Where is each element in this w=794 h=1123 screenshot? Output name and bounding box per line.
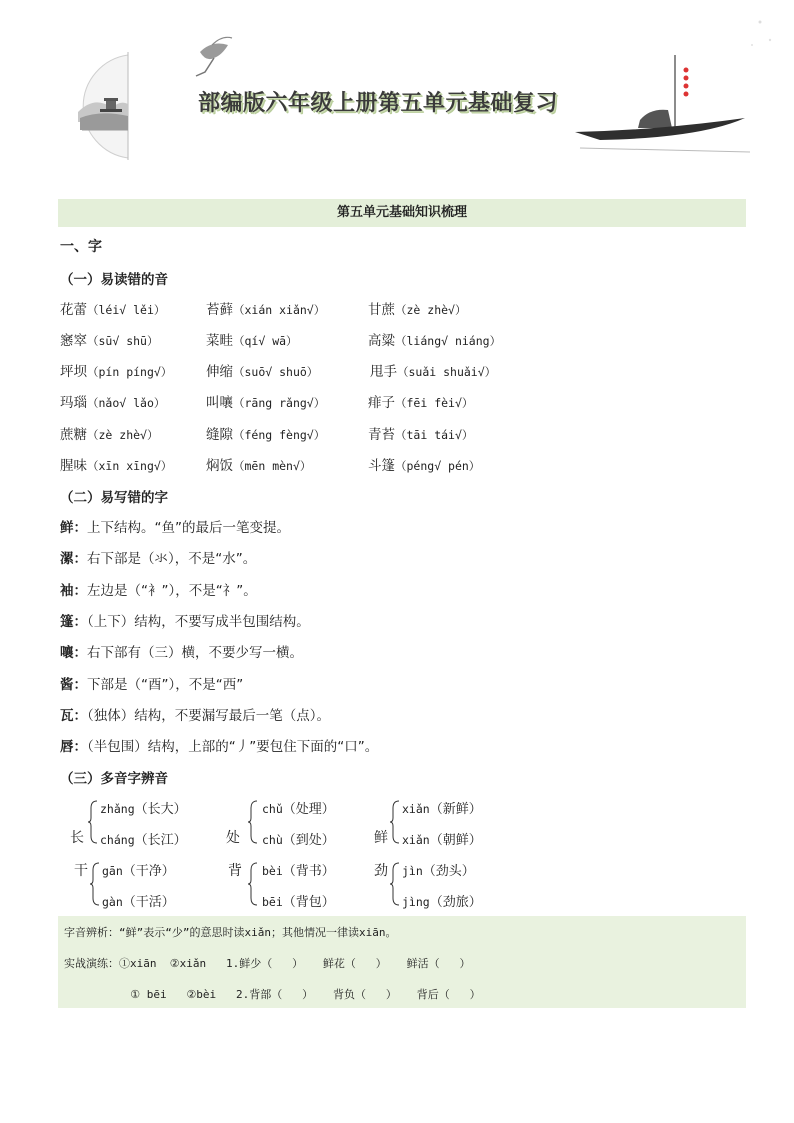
writing-item: 鲜：上下结构。“鱼”的最后一笔变提。 [60,520,290,536]
pronunciation-item: 斗篷（péng√ pén） [368,458,481,474]
pronunciation-row [0,391,794,411]
brace-icon [88,800,98,844]
polyphonic-group [74,858,224,908]
writing-item: 嚷：右下部有（三）横，不要少写一横。 [60,645,303,661]
brace-icon [90,862,100,906]
page-header [0,0,794,170]
polyphonic-group [374,796,524,846]
pronunciation-notes-box [58,916,746,1008]
pronunciation-item: 蔗糖（zè zhè√） [60,427,159,443]
note-practice-2: ① bēi ②bèi 2.背部（ ） 背负（ ） 背后（ ） [64,988,481,1001]
page-title: 部编版六年级上册第五单元基础复习 [198,91,559,116]
subheading-writing: （二）易写错的字 [60,490,168,506]
polyphonic-group [70,796,220,846]
pronunciation-item: 叫嚷（rāng rǎng√） [206,395,326,411]
pronunciation-row [0,329,794,349]
writing-item: 瓦：（独体）结构，不要漏写最后一笔（点）。 [60,708,330,724]
pavilion-landscape-image [78,52,128,160]
writing-item: 篷：（上下）结构，不要写成半包围结构。 [60,614,310,630]
polyphonic-group [374,858,524,908]
pronunciation-item: 高粱（liáng√ niáng） [368,333,502,349]
polyphonic-reading: gān（干净） [102,864,175,879]
subheading-pronunciation: （一）易读错的音 [60,272,168,288]
pronunciation-item: 腥味（xīn xīng√） [60,458,173,474]
writing-item: 袖：左边是（“衤”），不是“礻”。 [60,583,257,599]
pronunciation-row [0,298,794,318]
polyphonic-reading: bèi（背书） [262,864,335,879]
brace-icon [248,800,258,844]
note-analysis: 字音辨析：“鲜”表示“少”的意思时读xiǎn；其他情况一律读xiān。 [64,926,397,939]
polyphonic-char: 干 [74,863,88,879]
header-decoration [0,0,794,170]
polyphonic-char: 处 [226,830,240,846]
polyphonic-reading: chǔ（处理） [262,802,335,817]
brace-icon [390,862,400,906]
pronunciation-item: 缝隙（féng fèng√） [206,427,326,443]
writing-item: 酱：下部是（“酉”），不是“西” [60,677,244,693]
brace-icon [390,800,400,844]
pronunciation-row [0,423,794,443]
pronunciation-item: 甩手（suǎi shuǎi√） [370,364,497,380]
pronunciation-item: 玛瑙（nǎo√ lǎo） [60,395,166,411]
pronunciation-item: 焖饭（mēn mèn√） [206,458,312,474]
pronunciation-item: 甘蔗（zè zhè√） [368,302,467,318]
pronunciation-item: 青苔（tāi tái√） [368,427,474,443]
polyphonic-group [228,858,378,908]
polyphonic-reading: jìn（劲头） [402,864,475,879]
pronunciation-item: 坪坝（pín píng√） [60,364,173,380]
writing-item: 漯：右下部是（氺），不是“水”。 [60,551,257,567]
pronunciation-item: 花蕾（léi√ lěi） [60,302,166,318]
polyphonic-char: 长 [70,830,84,846]
boat-image [575,21,771,153]
polyphonic-reading: xiǎn（朝鲜） [402,833,482,848]
note-practice-1: 实战演练：①xiān ②xiǎn 1.鲜少（ ） 鲜花（ ） 鲜活（ ） [64,957,471,970]
section-heading-characters: 一、字 [60,239,102,255]
pronunciation-item: 菜畦（qí√ wā） [206,333,298,349]
pronunciation-item: 伸缩（suō√ shuō） [206,364,319,380]
pronunciation-row [0,454,794,474]
pronunciation-item: 苔藓（xián xiǎn√） [206,302,326,318]
writing-item: 唇：（半包围）结构，上部的“丿”要包住下面的“口”。 [60,739,379,755]
crane-image [196,37,232,76]
polyphonic-char: 劲 [374,863,388,879]
subheading-polyphonic: （三）多音字辨音 [60,771,168,787]
pronunciation-item: 窸窣（sū√ shū） [60,333,159,349]
polyphonic-reading: cháng（长江） [100,833,187,848]
polyphonic-char: 背 [228,863,242,879]
section-banner: 第五单元基础知识梳理 [58,199,746,227]
polyphonic-reading: xiǎn（新鲜） [402,802,482,817]
pronunciation-item: 痱子（fēi fèi√） [368,395,474,411]
pronunciation-row [0,360,794,380]
polyphonic-char: 鲜 [374,830,388,846]
brace-icon [248,862,258,906]
polyphonic-reading: jìng（劲旅） [402,895,482,910]
polyphonic-reading: chù（到处） [262,833,335,848]
polyphonic-reading: gàn（干活） [102,895,175,910]
polyphonic-reading: zhǎng（长大） [100,802,187,817]
polyphonic-group [226,796,376,846]
polyphonic-reading: bēi（背包） [262,895,335,910]
